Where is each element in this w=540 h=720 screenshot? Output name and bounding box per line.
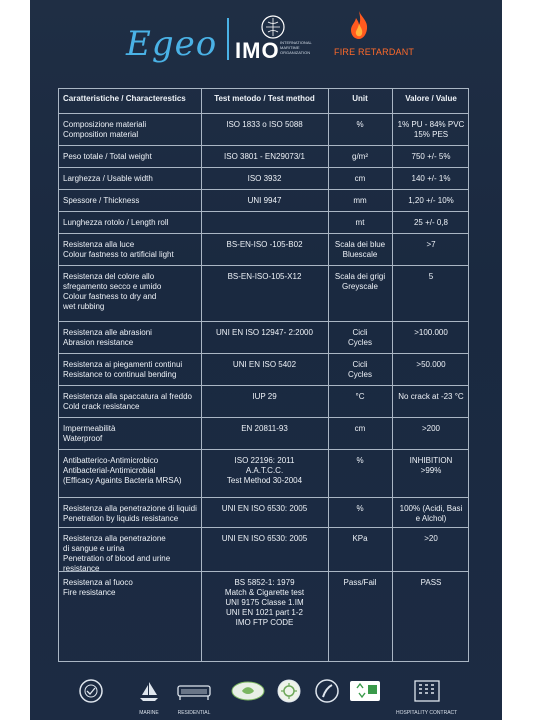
value-cell-line: 750 +/- 5% <box>411 152 451 161</box>
table-row <box>59 386 468 418</box>
unit-cell-line: Pass/Fail <box>343 578 377 587</box>
footer-badge <box>396 678 457 716</box>
column-header: Valore / Value <box>405 94 457 103</box>
characteristic-cell-line: Resistenza alla luce <box>63 240 135 249</box>
value-cell-line: e Alchol) <box>415 514 447 523</box>
hotel-building-icon <box>409 678 445 704</box>
characteristic-cell-line: Colour fastness to artificial light <box>63 250 174 259</box>
characteristic-cell-line: Colour fastness to dry and <box>63 292 157 301</box>
characteristic-cell-line: Resistance to continual bending <box>63 370 177 379</box>
test-method-cell <box>201 114 328 145</box>
test-method-cell-line: ISO 22196: 2011 <box>234 456 295 465</box>
fire-retardant-label: FIRE RETARDANT <box>334 47 415 57</box>
flame-icon <box>348 10 370 40</box>
characteristic-cell-line: wet rubbing <box>63 302 105 311</box>
characteristic-cell-line: (Efficacy Againts Bacteria MRSA) <box>63 476 182 485</box>
test-method-cell-line: UNI 9175 Classe 1.IM <box>225 598 304 607</box>
table-row <box>59 146 468 168</box>
footer-badge <box>276 678 302 709</box>
table-row <box>59 114 468 146</box>
characteristic-cell-line: Antibacterial-Antimicrobial <box>63 466 156 475</box>
characteristic-cell <box>59 354 201 385</box>
column-header: Test metodo / Test method <box>214 94 315 103</box>
characteristic-cell <box>59 114 201 145</box>
sailboat-icon <box>136 678 162 704</box>
value-cell <box>392 212 470 233</box>
value-cell <box>392 114 470 145</box>
characteristic-cell <box>59 572 201 636</box>
footer-badge <box>78 678 104 709</box>
unit-cell-line: °C <box>355 392 365 401</box>
value-cell <box>392 498 470 527</box>
unit-cell-line: Bluescale <box>342 250 378 259</box>
test-method-cell-line: UNI EN 1021 part 1-2 <box>226 608 303 617</box>
badge-caption: RESIDENTIAL <box>177 710 211 716</box>
test-method-cell <box>201 212 328 233</box>
value-cell-line: PASS <box>420 578 442 587</box>
unit-cell-line: cm <box>354 174 366 183</box>
badge-caption: HOSPITALITY CONTRACT <box>396 710 458 716</box>
test-method-cell-line: Test Method 30-2004 <box>226 476 303 485</box>
characteristic-cell <box>59 266 201 321</box>
unit-cell-line: Cycles <box>347 370 372 379</box>
characteristic-cell-line: sfregamento secco e umido <box>63 282 162 291</box>
cleaning-icon <box>314 678 340 704</box>
test-method-cell <box>201 450 328 497</box>
test-method-cell <box>201 354 328 385</box>
test-method-cell <box>201 168 328 189</box>
test-method-cell-line: BS-EN-ISO-105-X12 <box>227 272 302 281</box>
unit-cell <box>328 450 392 497</box>
imo-emblem-icon <box>260 14 286 40</box>
characteristic-cell-line: Resistenza alla spaccatura al freddo <box>63 392 192 401</box>
value-cell <box>392 266 470 321</box>
value-cell <box>392 146 470 167</box>
value-cell-line: >100.000 <box>414 328 448 337</box>
unit-cell <box>328 234 392 265</box>
sofa-icon <box>176 678 212 704</box>
imo-subtitle: INTERNATIONAL MARITIME ORGANIZATION <box>280 40 312 55</box>
test-method-cell <box>201 418 328 449</box>
value-cell <box>392 234 470 265</box>
test-method-cell <box>201 572 328 636</box>
characteristic-cell-line: resistance <box>63 564 100 573</box>
unit-cell-line: mt <box>355 218 365 227</box>
table-row <box>59 418 468 450</box>
test-method-cell-line: UNI EN ISO 5402 <box>232 360 297 369</box>
table-row <box>59 322 468 354</box>
characteristic-cell <box>59 386 201 417</box>
unit-cell-line: g/m² <box>352 152 368 161</box>
table-row <box>59 572 468 636</box>
unit-cell-line: mm <box>353 196 367 205</box>
test-method-cell-line: EN 20811-93 <box>241 424 288 433</box>
value-cell <box>392 354 470 385</box>
value-cell-line: 1% PU - 84% PVC <box>397 120 465 129</box>
characteristic-cell-line: Lunghezza rotolo / Length roll <box>63 218 169 227</box>
unit-cell-line: Greyscale <box>341 282 378 291</box>
test-method-cell <box>201 322 328 353</box>
column-header: Caratteristiche / Characterestics <box>63 94 186 103</box>
footer-badge <box>176 678 212 716</box>
characteristic-cell-line: Resistenza alla penetrazione di liquidi <box>63 504 197 513</box>
table-row <box>59 354 468 386</box>
characteristic-cell-line: Resistenza ai piegamenti continui <box>63 360 183 369</box>
test-method-cell-line: ISO 3801 - EN29073/1 <box>224 152 305 161</box>
value-cell <box>392 386 470 417</box>
table-row <box>59 266 468 322</box>
value-cell <box>392 322 470 353</box>
test-method-cell <box>201 234 328 265</box>
test-method-cell-line: UNI EN ISO 12947- 2:2000 <box>216 328 313 337</box>
characteristic-cell-line: Fire resistance <box>63 588 116 597</box>
unit-cell <box>328 114 392 145</box>
unit-cell-line: Cicli <box>352 360 368 369</box>
antibacterial-badge-icon <box>276 678 302 704</box>
characteristic-cell <box>59 528 201 571</box>
characteristic-cell-line: Spessore / Thickness <box>63 196 140 205</box>
characteristic-cell <box>59 418 201 449</box>
value-cell-line: >7 <box>426 240 436 249</box>
unit-cell <box>328 418 392 449</box>
test-method-cell <box>201 528 328 571</box>
test-method-cell <box>201 190 328 211</box>
unit-cell-line: Scala dei grigi <box>334 272 386 281</box>
value-cell <box>392 450 470 497</box>
value-cell-line: 5 <box>428 272 434 281</box>
characteristic-cell-line: Antibatterico-Antimicrobico <box>63 456 159 465</box>
value-cell-line: >50.000 <box>416 360 446 369</box>
certification-icons <box>78 678 458 720</box>
test-method-cell-line: UNI EN ISO 6530: 2005 <box>221 534 308 543</box>
value-cell <box>392 572 470 636</box>
characteristic-cell <box>59 168 201 189</box>
unit-cell <box>328 168 392 189</box>
value-cell-line: No crack at -23 °C <box>398 392 464 401</box>
footer-badge <box>348 678 384 709</box>
characteristic-cell <box>59 498 201 527</box>
table-row <box>59 212 468 234</box>
characteristic-cell-line: Larghezza / Usable width <box>63 174 153 183</box>
characteristic-cell-line: Resistenza al fuoco <box>63 578 133 587</box>
characteristic-cell <box>59 322 201 353</box>
value-cell-line: 100% (Acidi, Basi <box>399 504 463 513</box>
unit-cell <box>328 212 392 233</box>
characteristic-cell-line: di sangue e urina <box>63 544 125 553</box>
column-header: Unit <box>352 94 368 103</box>
unit-cell-line: Cicli <box>352 328 368 337</box>
test-method-cell-line: BS-EN-ISO -105-B02 <box>226 240 303 249</box>
unit-cell <box>328 498 392 527</box>
value-cell-line: >99% <box>420 466 442 475</box>
value-cell-line: >200 <box>421 424 441 433</box>
test-method-cell <box>201 386 328 417</box>
table-row <box>59 498 468 528</box>
characteristic-cell-line: Resistenza alle abrasioni <box>63 328 152 337</box>
unit-cell <box>328 266 392 321</box>
header-divider <box>227 18 229 60</box>
value-cell-line: INHIBITION <box>409 456 453 465</box>
unit-cell <box>328 146 392 167</box>
egeo-logo: Egeo <box>126 24 218 64</box>
footer-badge <box>230 678 266 709</box>
test-method-cell <box>201 266 328 321</box>
value-cell-line: 25 +/- 0,8 <box>413 218 449 227</box>
recycle-label-icon <box>348 678 384 704</box>
footer-badge <box>314 678 340 709</box>
unit-cell <box>328 528 392 571</box>
characteristic-cell-line: Penetration by liquids resistance <box>63 514 179 523</box>
unit-cell <box>328 190 392 211</box>
characteristic-cell-line: Composizione materiali <box>63 120 147 129</box>
unit-cell-line: KPa <box>352 534 368 543</box>
unit-cell-line: Cycles <box>347 338 372 347</box>
value-cell-line: 15% PES <box>413 130 449 139</box>
value-cell <box>392 190 470 211</box>
test-method-cell-line: UNI EN ISO 6530: 2005 <box>221 504 308 513</box>
imo-logo: IMO <box>235 38 280 63</box>
specification-table <box>58 88 469 662</box>
characteristic-cell-line: Penetration of blood and urine <box>63 554 171 563</box>
test-method-cell <box>201 146 328 167</box>
table-row <box>59 234 468 266</box>
characteristic-cell <box>59 450 201 497</box>
table-row <box>59 168 468 190</box>
characteristic-cell-line: Abrasion resistance <box>63 338 134 347</box>
unit-cell <box>328 572 392 636</box>
characteristic-cell <box>59 234 201 265</box>
test-method-cell <box>201 498 328 527</box>
characteristic-cell <box>59 212 201 233</box>
unit-cell-line: % <box>356 120 364 129</box>
unit-cell <box>328 322 392 353</box>
unit-cell-line: Scala dei blue <box>334 240 386 249</box>
table-row <box>59 450 468 498</box>
eco-badge-icon <box>230 678 266 704</box>
test-method-cell-line: IUP 29 <box>252 392 277 401</box>
value-cell-line: >20 <box>424 534 438 543</box>
header <box>30 0 502 78</box>
table-header-row <box>59 89 468 114</box>
table-row <box>59 190 468 212</box>
table-row <box>59 528 468 572</box>
test-method-cell-line: IMO FTP CODE <box>235 618 294 627</box>
value-cell <box>392 418 470 449</box>
badge-caption: MARINE <box>139 710 159 716</box>
value-cell <box>392 168 470 189</box>
characteristic-cell-line: Resistenza del colore allo <box>63 272 155 281</box>
test-method-cell-line: ISO 3932 <box>247 174 282 183</box>
certification-seal-icon <box>78 678 104 704</box>
test-method-cell-line: ISO 1833 o ISO 5088 <box>226 120 303 129</box>
unit-cell-line: % <box>356 456 364 465</box>
unit-cell <box>328 354 392 385</box>
footer-badge <box>136 678 162 716</box>
unit-cell <box>328 386 392 417</box>
characteristic-cell <box>59 190 201 211</box>
test-method-cell-line: A.A.T.C.C. <box>245 466 284 475</box>
characteristic-cell-line: Cold crack resistance <box>63 402 140 411</box>
value-cell-line: 140 +/- 1% <box>411 174 451 183</box>
characteristic-cell-line: Composition material <box>63 130 139 139</box>
characteristic-cell-line: Impermeabilità <box>63 424 116 433</box>
characteristic-cell <box>59 146 201 167</box>
test-method-cell-line: Match & Cigarette test <box>224 588 305 597</box>
value-cell <box>392 528 470 571</box>
characteristic-cell-line: Peso totale / Total weight <box>63 152 152 161</box>
characteristic-cell-line: Waterproof <box>63 434 103 443</box>
characteristic-cell-line: Resistenza alla penetrazione <box>63 534 166 543</box>
spec-sheet <box>30 0 502 720</box>
value-cell-line: 1,20 +/- 10% <box>408 196 454 205</box>
unit-cell-line: % <box>356 504 364 513</box>
unit-cell-line: cm <box>354 424 366 433</box>
test-method-cell-line: UNI 9947 <box>247 196 282 205</box>
test-method-cell-line: BS 5852-1: 1979 <box>234 578 295 587</box>
